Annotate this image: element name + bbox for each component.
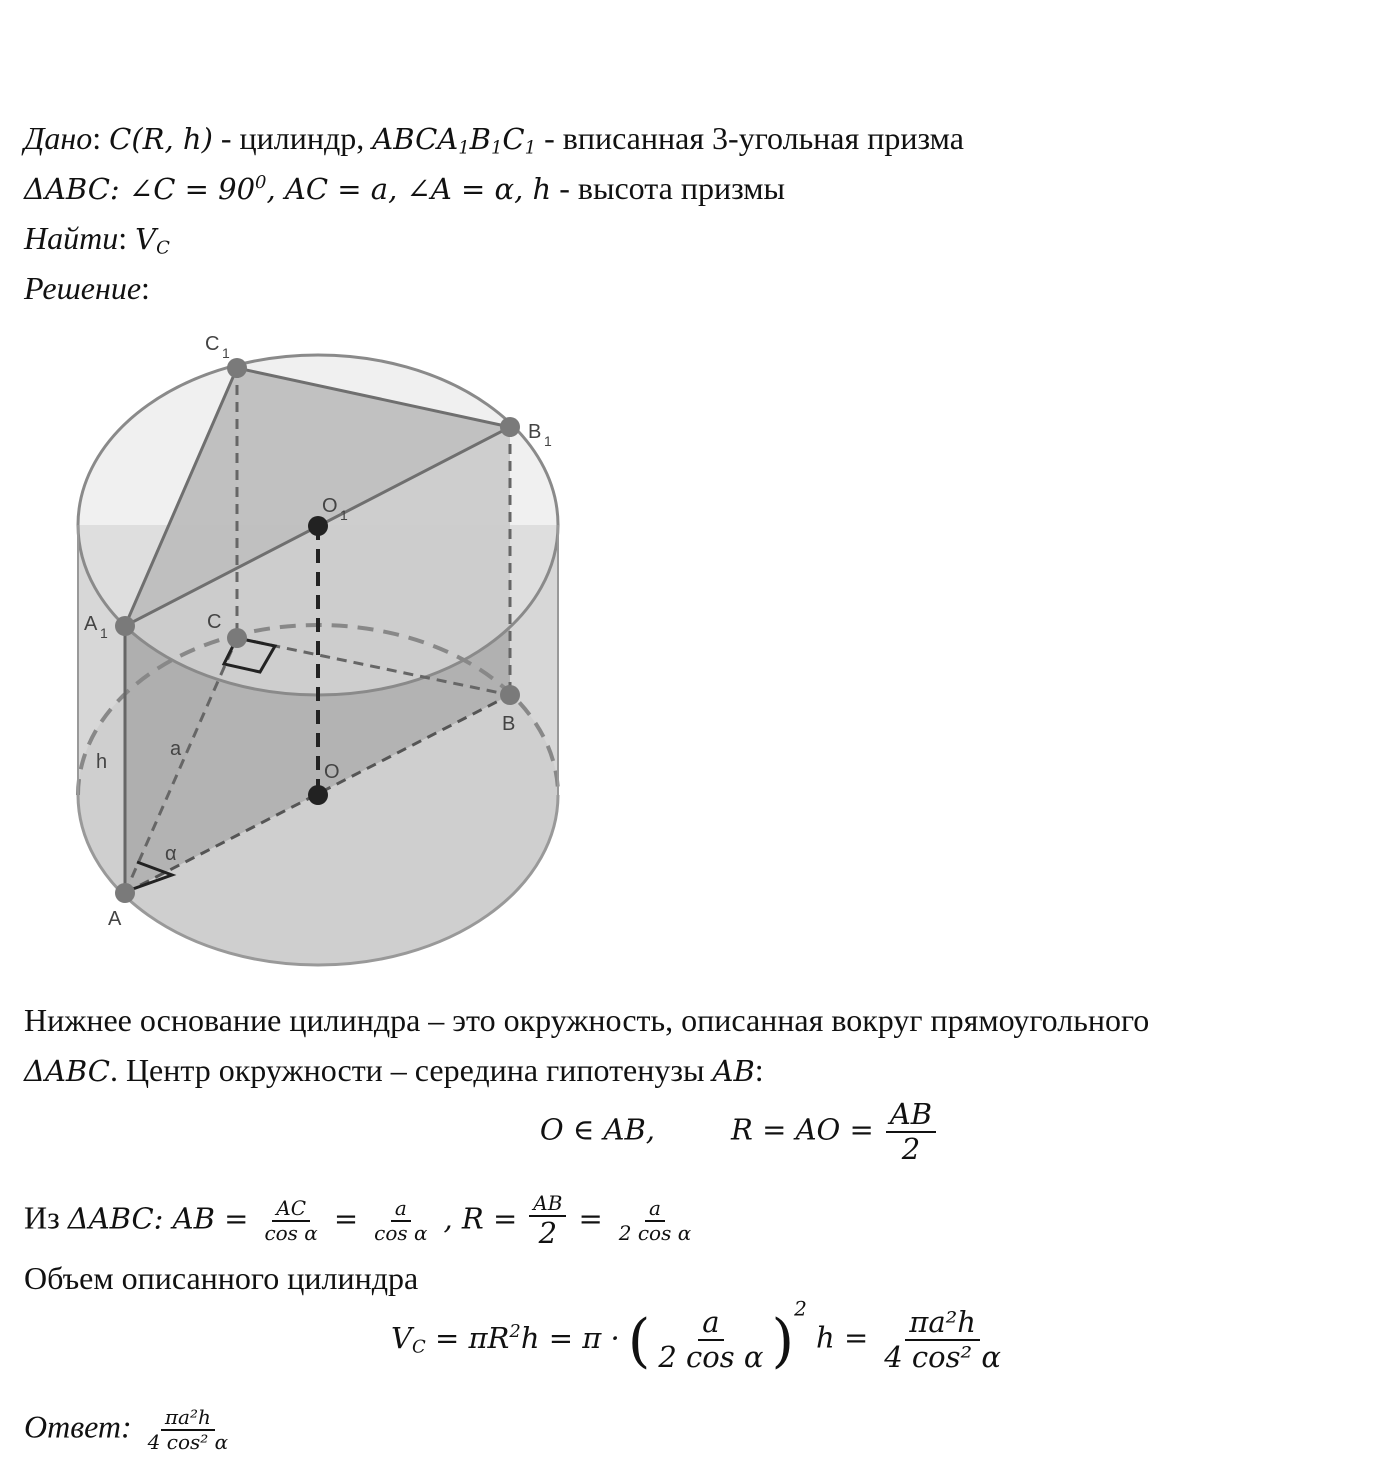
label-c1-sub: 1 (222, 345, 230, 361)
paragraph-line-2: ΔABC. Центр окружности – середина гипотенузы AB: (24, 1052, 764, 1088)
point-o (308, 785, 328, 805)
given-line-1: Дано: C(R, h) - цилиндр, $ABCA_1B_1C_1$ - вписанная 3-угольная призма (24, 120, 964, 159)
find-line: Найти: $V_C$ (24, 220, 170, 259)
frac-a-2cos: $\frac{a}{\text{2 cos α}}$ (618, 1196, 692, 1246)
cylinder-prism-figure (60, 320, 580, 980)
label-c: C (207, 611, 222, 633)
label-h: h (96, 751, 108, 773)
volume-inner-fraction: $\frac{a}{\text{2 cos α}}$ (658, 1305, 764, 1375)
label-a: A (108, 908, 122, 930)
answer-label: Ответ: (24, 1408, 132, 1445)
volume-text: Объем описанного цилиндра (24, 1260, 419, 1296)
frac-ac-cos: $\frac{AC}{\text{cos α}}$ (264, 1196, 318, 1246)
point-b (500, 685, 520, 705)
height-text: - высота призмы (551, 170, 786, 206)
from-triangle-line: Из ΔABC: AB = $\frac{AC}{\text{cos α}}$ = $\frac{a}{\text{cos α}}$ , R = $\frac{AB}{2}$ = $\frac{a}{\text{2 cos α}}$ (24, 1192, 699, 1250)
label-a1: A (84, 613, 98, 635)
label-b: B (502, 713, 516, 735)
answer-fraction: $\frac{\text{πa²h}}{\text{4 cos² α}}$ (147, 1405, 229, 1454)
label-a1-sub: 1 (100, 625, 108, 641)
label-b1: B (528, 421, 542, 443)
label-o: O (324, 761, 340, 783)
volume-result-fraction: $\frac{\text{πa²h}}{\text{4 cos² α}}$ (884, 1305, 1001, 1375)
label-alpha: α (165, 843, 177, 865)
frac-a-cos: $\frac{a}{\text{cos α}}$ (374, 1196, 428, 1246)
prism-notation: $ABCA_1B_1C_1$ (372, 122, 537, 159)
label-a-side: a (170, 738, 182, 760)
given-label: Дано (24, 120, 93, 156)
cylinder-notation: C(R, h) (109, 122, 213, 156)
equation-center (0, 1098, 1400, 1167)
label-c1: C (205, 333, 220, 355)
point-a1 (115, 616, 135, 636)
label-o1-sub: 1 (340, 507, 348, 523)
paragraph-line-1: Нижнее основание цилиндра – это окружность, описанная вокруг прямоугольного (24, 1002, 1150, 1038)
solution-label: Решение (24, 270, 142, 306)
find-volume: $V_C$ (135, 222, 170, 259)
point-c1 (227, 358, 247, 378)
cylinder-text: - цилиндр, (220, 120, 373, 156)
prism-text: - вписанная 3-угольная призма (536, 120, 964, 156)
triangle-condition: ΔABC: ∠C = $90^0$, AC = a, ∠A = α, h (24, 172, 552, 206)
answer-line (24, 1406, 236, 1454)
find-label: Найти (24, 220, 119, 256)
eq1-right: R = AO = (731, 1112, 874, 1147)
label-o1: O (322, 495, 338, 517)
label-b1-sub: 1 (544, 433, 552, 449)
point-b1 (500, 417, 520, 437)
point-o1 (308, 516, 328, 536)
frac-ab-2: $\frac{AB}{2}$ (529, 1192, 566, 1250)
given-line-2 (24, 168, 785, 209)
point-c (227, 628, 247, 648)
eq1-fraction: $\frac{AB}{2}$ (886, 1098, 936, 1167)
point-a (115, 883, 135, 903)
volume-equation: $V_C = \pi R^2h = \pi$ · ( $\frac{a}{\text{2 cos α}}$ )$^2$ h = $\frac{\text{πa²h}}{\text{4 cos² α}}$ (0, 1306, 1400, 1375)
solution-line: Решение: (24, 270, 150, 306)
eq1-left: O ∈ AB, (539, 1112, 656, 1147)
